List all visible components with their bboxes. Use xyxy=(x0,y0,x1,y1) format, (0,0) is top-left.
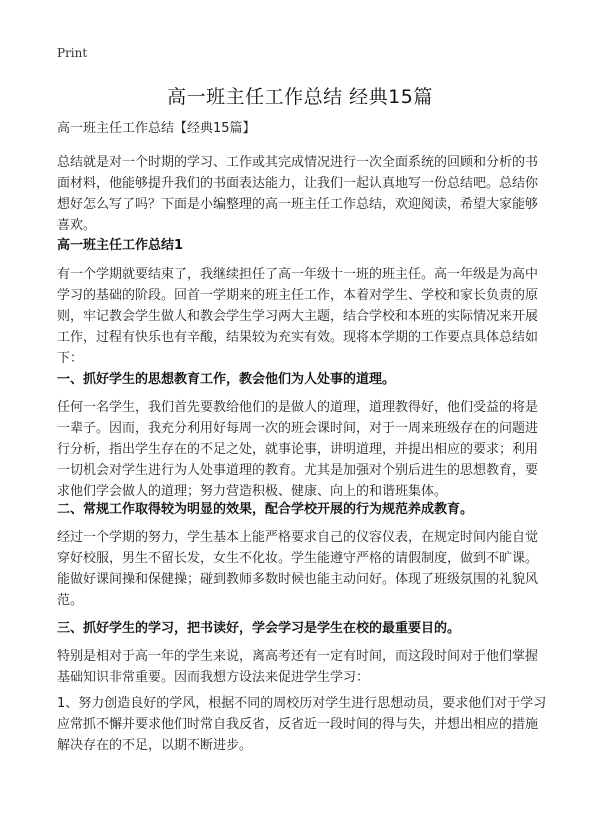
document-subtitle: 高一班主任工作总结【经典15篇】 xyxy=(57,121,256,136)
paragraph-5: 1、努力创造良好的学风，根据不同的周校历对学生进行思想动员，要求他们对于学习应常抓不懈并要求他们时常自我反省，反省近一段时间的得与失，并想出相应的措施解决存在的不足，以期不断进步。 xyxy=(57,696,547,753)
section-title: 高一班主任工作总结1 xyxy=(57,238,184,253)
paragraph-3: 经过一个学期的努力，学生基本上能严格要求自己的仪容仪表，在规定时间内能自觉穿好校服，男生不留长发，女生不化妆。学生能遵守严格的请假制度，做到不旷课。能做好课间操和保健操；碰到教师多数时候也能主动问好。体现了班级氛围的礼貌风范。 xyxy=(57,530,539,608)
paragraph-2: 任何一名学生，我们首先要教给他们的是做人的道理，道理教得好，他们受益的将是一辈子。因而，我充分利用好每周一次的班会课时间，对于一周来班级存在的问题进行分析，指出学生存在的不足之处，就事论事，讲明道理，并提出相应的要求；利用一切机会对学生进行为人处事道理的教育。尤其是加强对个别后进生的思想教育，要求他们学会做人的道理；努力营造积极、健康、向上的和谐班集体。 xyxy=(57,400,539,499)
intro-paragraph: 总结就是对一个时期的学习、工作或其完成情况进行一次全面系统的回顾和分析的书面材料，他能够提升我们的书面表达能力，让我们一起认真地写一份总结吧。总结你想好怎么写了吗？下面是小编整理的高一班主任工作总结，欢迎阅读，希望大家能够喜欢。 xyxy=(57,155,539,233)
heading-1: 一、抓好学生的思想教育工作，教会他们为人处事的道理。 xyxy=(57,372,396,387)
print-label: Print xyxy=(57,46,88,60)
heading-2: 二、常规工作取得较为明显的效果，配合学校开展的行为规范养成教育。 xyxy=(57,502,474,517)
paragraph-4: 特别是相对于高一年的学生来说，离高考还有一定有时间，而这段时间对于他们掌握基础知识非常重要。因而我想方设法来促进学生学习： xyxy=(57,649,539,685)
paragraph-1: 有一个学期就要结束了，我继续担任了高一年级十一班的班主任。高一年级是为高中学习的基础的阶段。回首一学期来的班主任工作，本着对学生、学校和家长负责的原则，牢记教会学生做人和教会学生学习两大主题，结合学校和本班的实际情况来开展工作，过程有快乐也有辛酸，结果较为充实有效。现将本学期的工作要点具体总结如下： xyxy=(57,267,539,366)
heading-3: 三、抓好学生的学习，把书读好，学会学习是学生在校的最重要目的。 xyxy=(57,621,461,636)
document-title: 高一班主任工作总结 经典15篇 xyxy=(167,86,433,108)
